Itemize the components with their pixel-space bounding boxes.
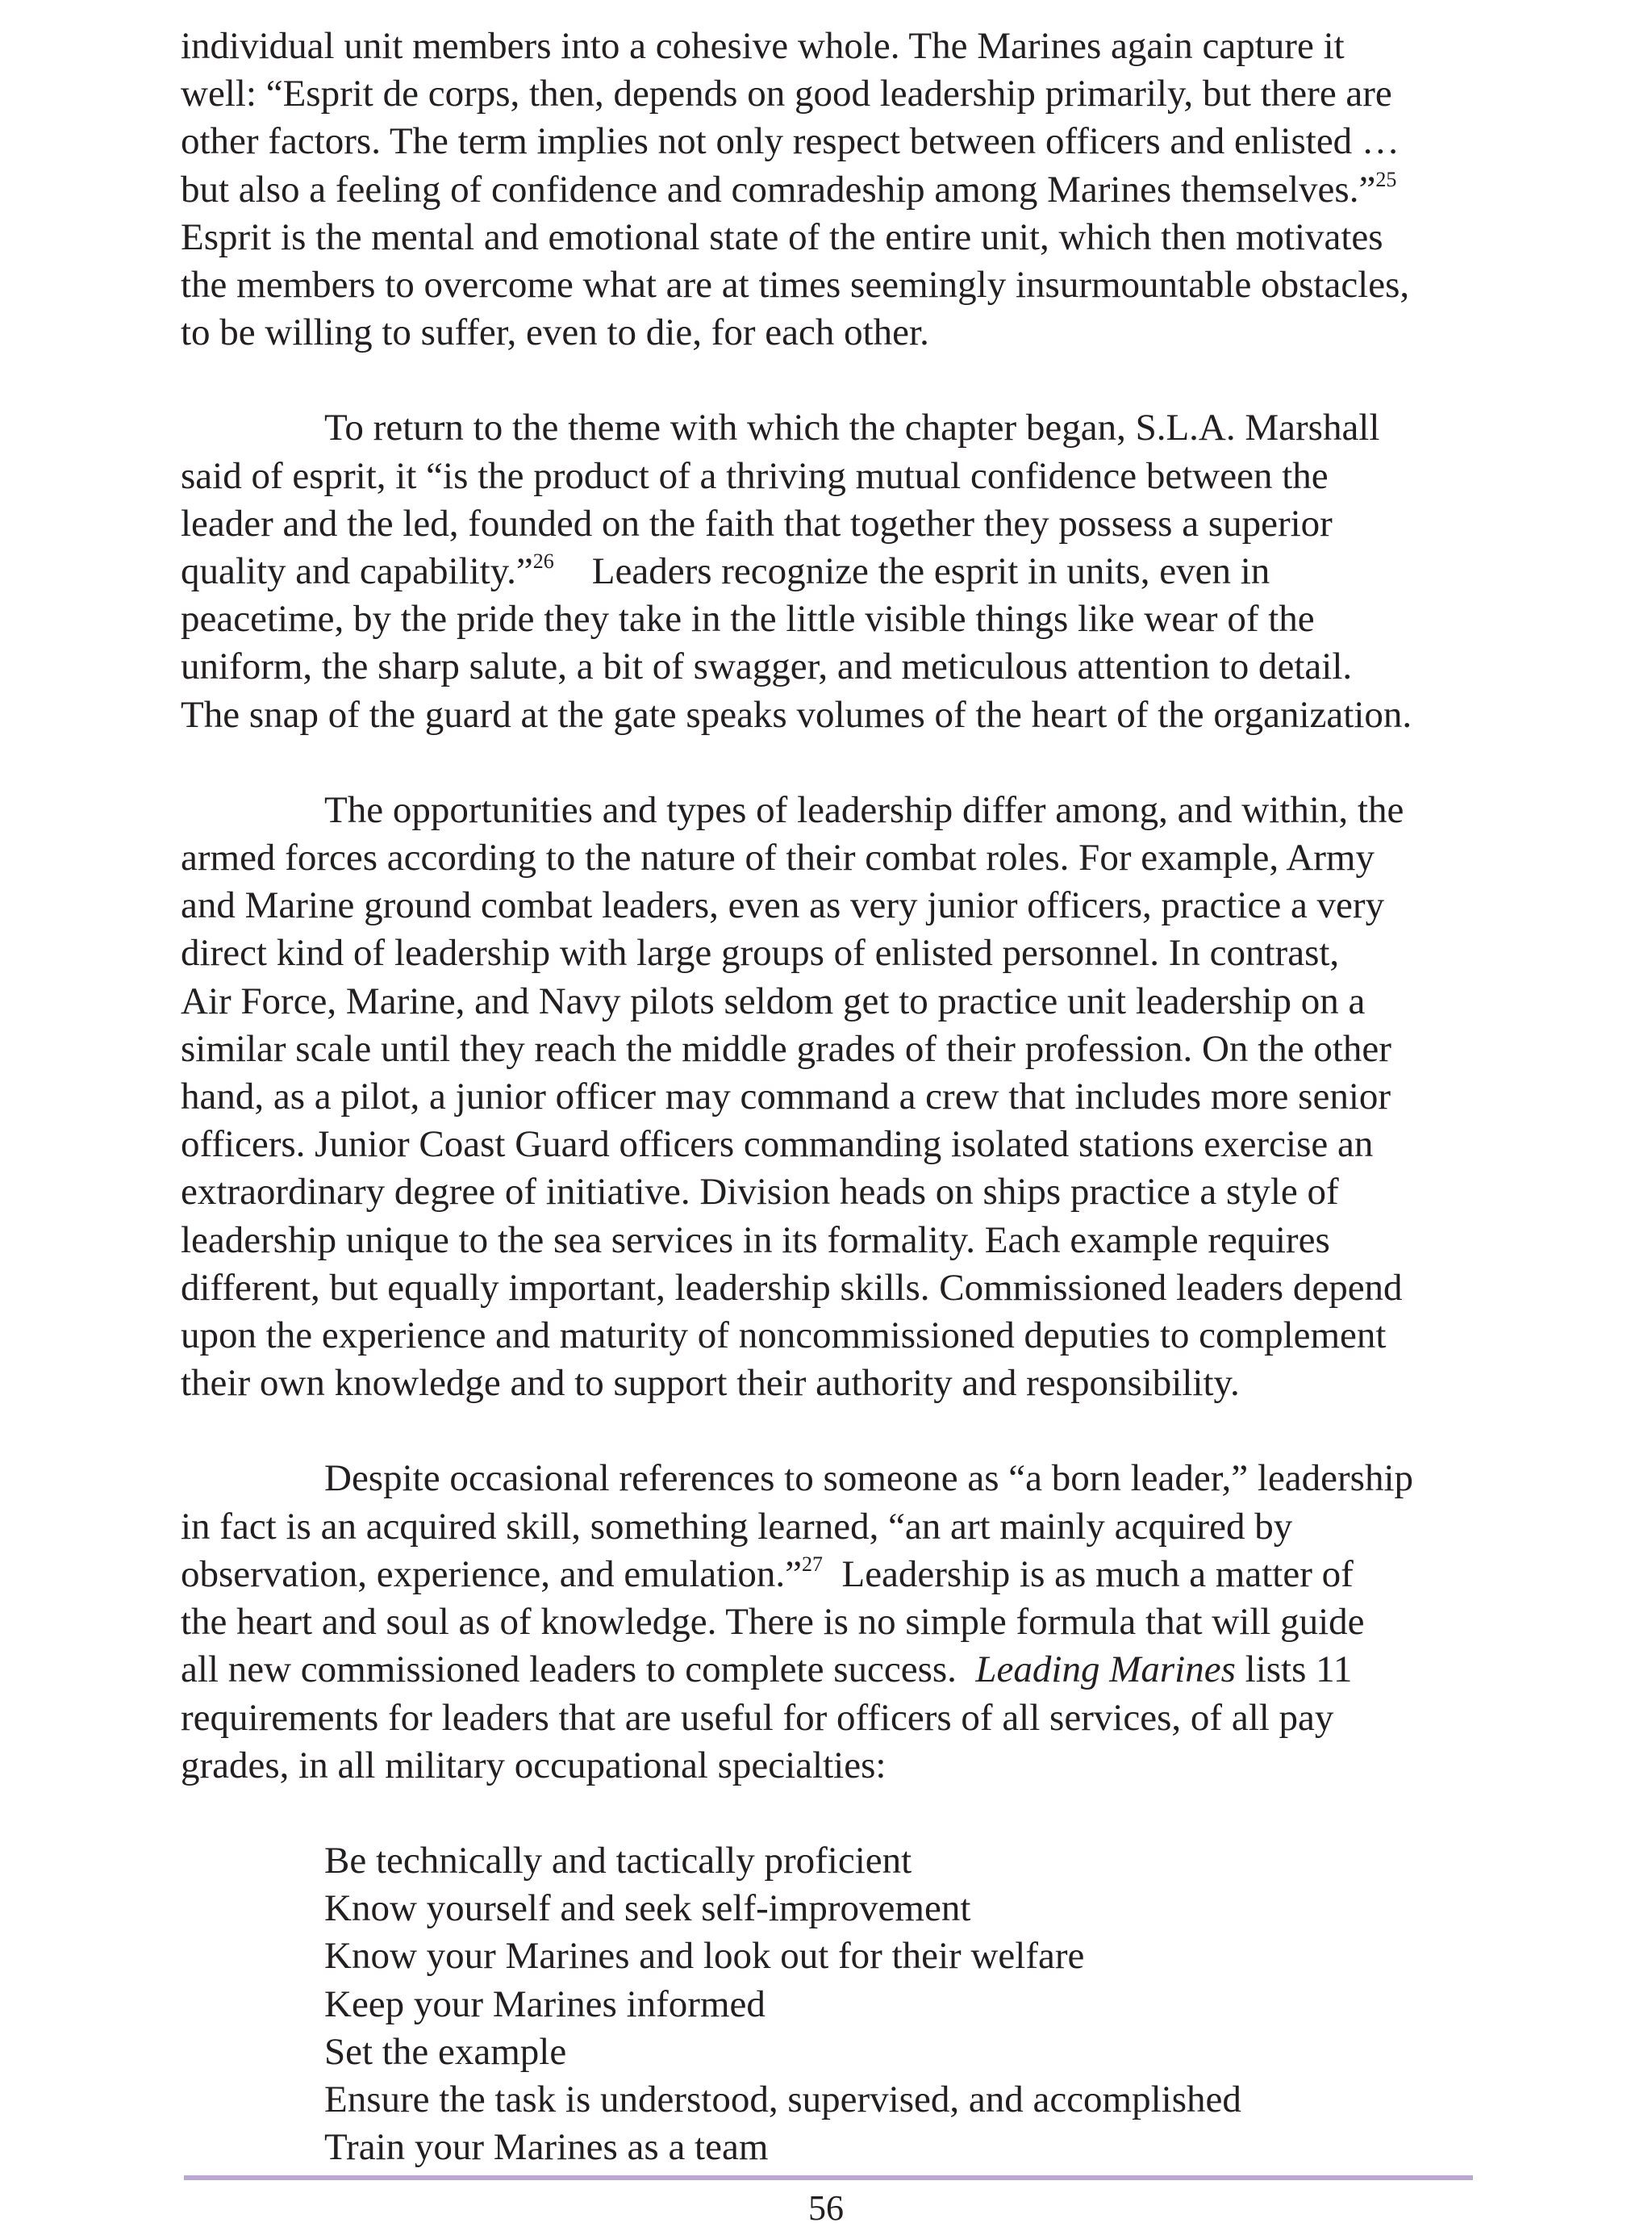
book-title-leading-marines: Leading Marines xyxy=(975,1648,1236,1691)
text-line-with-footnote xyxy=(181,166,1487,214)
text-line: hand, as a pilot, a junior officer may command a crew that includes more senior xyxy=(181,1076,1391,1118)
text-line: direct kind of leadership with large groups of enlisted personnel. In contrast, xyxy=(181,932,1340,975)
text-line: grades, in all military occupational specialties: xyxy=(181,1744,886,1786)
text-line: Despite occasional references to someone as “a born leader,” leadership xyxy=(324,1457,1414,1500)
text-line: well: “Esprit de corps, then, depends on good leadership primarily, but there are xyxy=(181,73,1392,115)
text-line: said of esprit, it “is the product of a thriving mutual confidence between the xyxy=(181,454,1329,497)
text-line: their own knowledge and to support their authority and responsibility. xyxy=(181,1362,1240,1405)
footnote-ref-27: 27 xyxy=(801,1552,823,1577)
text-fragment: Leaders recognize the esprit in units, even in xyxy=(553,550,1270,593)
text-line: The snap of the guard at the gate speaks volumes of the heart of the organization. xyxy=(181,693,1412,736)
text-fragment: lists 11 xyxy=(1235,1648,1353,1691)
text-line: Air Force, Marine, and Navy pilots seldom get to practice unit leadership on a xyxy=(181,980,1366,1022)
leader-requirements-list xyxy=(181,1837,1487,2171)
text-line: other factors. The term implies not only respect between officers and enlisted … xyxy=(181,120,1400,163)
text-line: leadership unique to the sea services in its formality. Each example requires xyxy=(181,1218,1330,1261)
footnote-ref-26: 26 xyxy=(532,549,554,574)
text-fragment: Leadership is as much a matter of xyxy=(822,1552,1354,1595)
text-line: the heart and soul as of knowledge. There is no simple formula that will guide xyxy=(181,1601,1365,1644)
text-fragment: observation, experience, and emulation.” xyxy=(181,1552,802,1595)
list-item: Know your Marines and look out for their welfare xyxy=(324,1935,1085,1978)
text-line: and Marine ground combat leaders, even as very junior officers, practice a very xyxy=(181,884,1385,927)
text-line: requirements for leaders that are useful for officers of all services, of all pay xyxy=(181,1696,1334,1739)
page-number: 56 xyxy=(808,2188,844,2228)
text-fragment: all new commissioned leaders to complete success. xyxy=(181,1648,976,1691)
list-item: Keep your Marines informed xyxy=(324,1982,766,2025)
text-line: The opportunities and types of leadership differ among, and within, the xyxy=(324,788,1404,831)
text-line: the members to overcome what are at times seemingly insurmountable obstacles, xyxy=(181,264,1410,307)
text-line-with-footnote xyxy=(181,1551,1487,1598)
footnote-ref-25: 25 xyxy=(1375,167,1397,191)
text-line: leader and the led, founded on the faith that together they possess a superior xyxy=(181,502,1333,545)
text-line: different, but equally important, leadership skills. Commissioned leaders depend xyxy=(181,1266,1403,1309)
text-line: armed forces according to the nature of their combat roles. For example, Army xyxy=(181,837,1375,879)
text-line-with-title xyxy=(181,1646,1487,1694)
text-fragment: but also a feeling of confidence and comradeship among Marines themselves.” xyxy=(181,168,1376,211)
text-line: upon the experience and maturity of noncommissioned deputies to complement xyxy=(181,1314,1387,1357)
list-item: Set the example xyxy=(324,2030,567,2073)
text-fragment: quality and capability.” xyxy=(181,550,533,593)
text-line: To return to the theme with which the chapter began, S.L.A. Marshall xyxy=(324,407,1380,449)
text-line: Esprit is the mental and emotional state of the entire unit, which then motivates xyxy=(181,215,1383,258)
text-line: officers. Junior Coast Guard officers commanding isolated stations exercise an xyxy=(181,1123,1374,1166)
text-line: similar scale until they reach the middle grades of their profession. On the other xyxy=(181,1027,1391,1070)
document-page xyxy=(181,23,1487,2171)
text-line: extraordinary degree of initiative. Division heads on ships practice a style of xyxy=(181,1171,1339,1214)
paragraph-leadership-types xyxy=(181,787,1487,1408)
list-item: Be technically and tactically proficient xyxy=(324,1839,912,1882)
text-line: peacetime, by the pride they take in the little visible things like wear of the xyxy=(181,598,1315,641)
list-item: Train your Marines as a team xyxy=(324,2126,769,2169)
text-line: individual unit members into a cohesive whole. The Marines again capture it xyxy=(181,25,1345,67)
paragraph-esprit-de-corps xyxy=(181,23,1487,357)
paragraph-acquired-skill xyxy=(181,1455,1487,1789)
footer-divider xyxy=(184,2175,1473,2180)
text-line: uniform, the sharp salute, a bit of swagger, and meticulous attention to detail. xyxy=(181,645,1353,688)
text-line: in fact is an acquired skill, something learned, “an art mainly acquired by xyxy=(181,1505,1293,1548)
text-line-with-footnote xyxy=(181,548,1487,595)
list-item: Know yourself and seek self-improvement xyxy=(324,1887,971,1930)
text-line: to be willing to suffer, even to die, for each other. xyxy=(181,311,929,354)
paragraph-marshall-quote xyxy=(181,404,1487,738)
list-item: Ensure the task is understood, supervised, and accomplished xyxy=(324,2078,1241,2120)
